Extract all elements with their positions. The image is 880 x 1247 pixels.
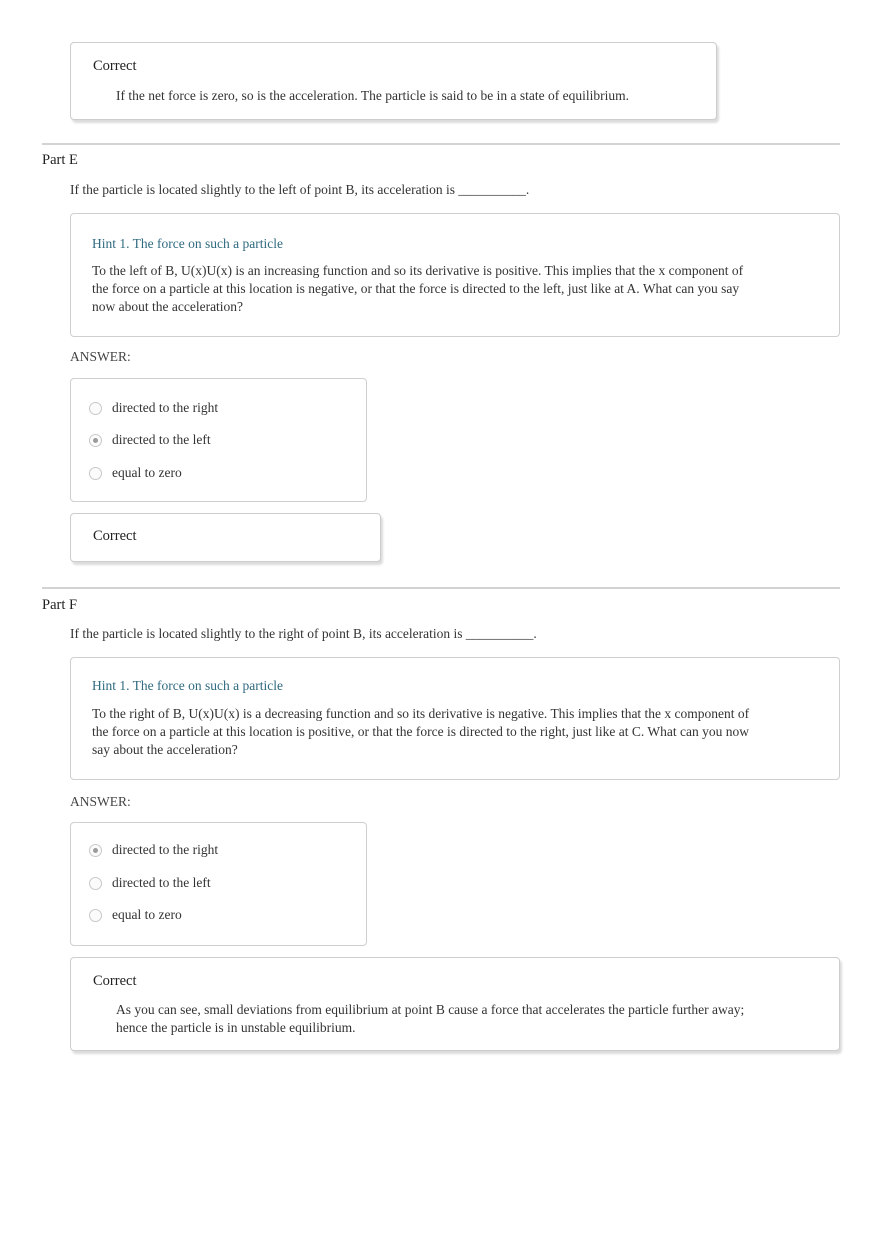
feedback-title: Correct <box>93 973 137 989</box>
radio-button-selected[interactable] <box>89 844 102 857</box>
part-f-hint-box <box>70 657 840 780</box>
part-f-title: Part F <box>42 597 78 613</box>
feedback-text: If the net force is zero, so is the acceleration. The particle is said to be in a state of equilibrium. <box>116 88 629 103</box>
feedback-title: Correct <box>93 58 137 74</box>
divider <box>42 143 840 145</box>
hint-text: To the right of B, U(x)U(x) is a decreasing function and so its derivative is negative. This implies that the x component of the force on a particle at this location is positive, or that the force is directed to the right, just like at C. What can you now say about the acceleration? <box>92 706 750 757</box>
radio-button[interactable] <box>89 402 102 415</box>
option-label: equal to zero <box>112 907 182 922</box>
hint-title[interactable]: Hint 1. The force on such a particle <box>92 678 283 693</box>
option-label: directed to the left <box>112 875 211 890</box>
hint-text: To the left of B, U(x)U(x) is an increasing function and so its derivative is positive. This implies that the x component of the force on a particle at this location is negative, or that the force is directed to the left, just like at A. What can you say now about the acceleration? <box>92 263 744 314</box>
part-f-feedback <box>70 957 840 1051</box>
part-e-feedback <box>70 513 381 562</box>
option-label: equal to zero <box>112 465 182 480</box>
part-e-answer-options <box>70 378 367 502</box>
part-e-title: Part E <box>42 152 78 168</box>
feedback-text: As you can see, small deviations from equilibrium at point B cause a force that accelerates the particle further away; hence the particle is in unstable equilibrium. <box>116 1002 745 1035</box>
divider <box>42 587 840 589</box>
previous-part-feedback <box>70 42 717 120</box>
part-e-hint-box <box>70 213 840 337</box>
answer-label: ANSWER: <box>70 794 131 809</box>
feedback-title: Correct <box>93 528 137 544</box>
option-label: directed to the right <box>112 842 219 857</box>
hint-title[interactable]: Hint 1. The force on such a particle <box>92 236 283 251</box>
radio-button-selected[interactable] <box>89 434 102 447</box>
option-label: directed to the right <box>112 400 219 415</box>
option-label: directed to the left <box>112 432 211 447</box>
part-f-question: If the particle is located slightly to the right of point B, its acceleration is __________. <box>70 626 537 641</box>
radio-button[interactable] <box>89 909 102 922</box>
part-f-answer-options <box>70 822 367 946</box>
part-e-question: If the particle is located slightly to the left of point B, its acceleration is __________. <box>70 182 530 197</box>
radio-button[interactable] <box>89 467 102 480</box>
radio-button[interactable] <box>89 877 102 890</box>
answer-label: ANSWER: <box>70 349 131 364</box>
